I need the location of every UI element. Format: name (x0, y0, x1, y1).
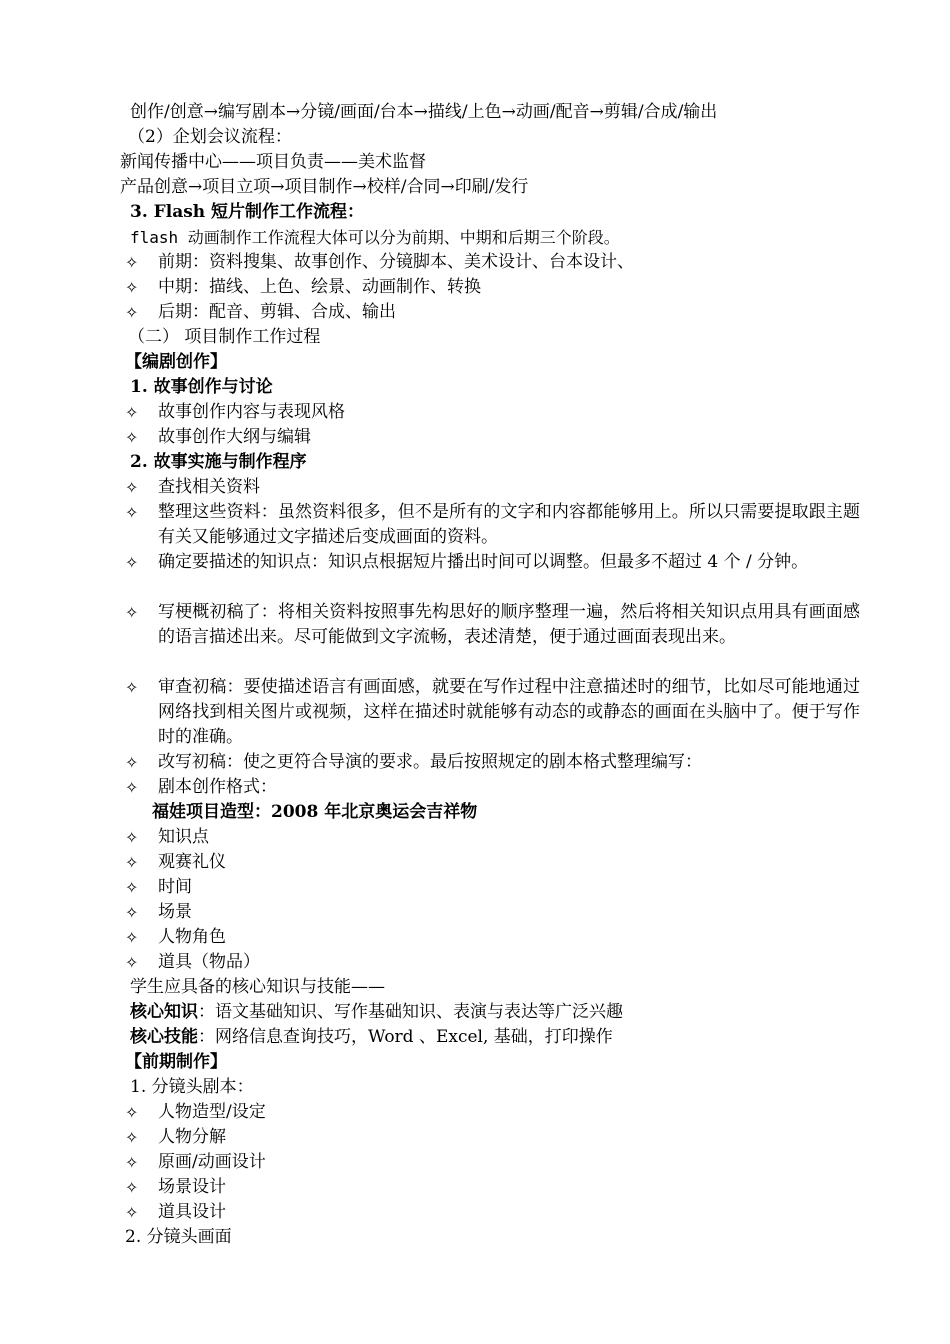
bullet-icon: ✧ (125, 878, 139, 897)
core-skills-text: ：网络信息查询技巧，Word 、Excel, 基础，打印操作 (198, 1027, 613, 1047)
list-item: 确定要描述的知识点：知识点根据短片播出时间可以调整。但最多不超过 4 个 / 分钟。 (158, 552, 809, 572)
list-item: 改写初稿：使之更符合导演的要求。最后按照规定的剧本格式整理编写： (158, 752, 702, 772)
core-knowledge-label: 核心知识 (130, 1002, 198, 1022)
core-skills-label: 核心技能 (130, 1027, 198, 1047)
subheading-story-creation: 1. 故事创作与讨论 (130, 377, 273, 397)
subheading-storyboard-script: 1. 分镜头剧本： (130, 1077, 254, 1097)
list-item-preproduction: 前期：资料搜集、故事创作、分镜脚本、美术设计、台本设计、 (158, 252, 634, 272)
bullet-icon: ✧ (125, 1103, 139, 1122)
bullet-icon: ✧ (125, 278, 139, 297)
list-item: 场景设计 (158, 1177, 226, 1197)
list-item: 故事创作大纲与编辑 (158, 427, 311, 447)
bullet-icon: ✧ (125, 903, 139, 922)
product-flow: 产品创意→项目立项→项目制作→校样/合同→印刷/发行 (120, 177, 529, 197)
section-heading-preproduction: 【前期制作】 (125, 1052, 227, 1072)
bullet-icon: ✧ (125, 428, 139, 447)
bullet-icon: ✧ (125, 928, 139, 947)
subheading-story-implementation: 2. 故事实施与制作程序 (130, 452, 307, 472)
bullet-icon: ✧ (125, 828, 139, 847)
bullet-icon: ✧ (125, 953, 139, 972)
subheading-storyboard-frames: 2. 分镜头画面 (125, 1227, 232, 1247)
section-heading-screenwriting: 【编剧创作】 (125, 352, 227, 372)
bullet-icon: ✧ (125, 1153, 139, 1172)
bullet-icon: ✧ (125, 1178, 139, 1197)
list-item: 剧本创作格式： (158, 777, 277, 797)
list-item: 时间 (158, 877, 192, 897)
list-item: 原画/动画设计 (158, 1152, 266, 1172)
bullet-icon: ✧ (125, 1128, 139, 1147)
planning-meeting-heading: （2）企划会议流程： (128, 127, 292, 147)
bullet-icon: ✧ (125, 853, 139, 872)
bullet-icon: ✧ (125, 753, 139, 772)
bullet-icon: ✧ (125, 778, 139, 797)
list-item: 知识点 (158, 827, 209, 847)
list-item: 人物角色 (158, 927, 226, 947)
core-knowledge-line (130, 1000, 623, 1025)
production-flow-line: 创作/创意→编写剧本→分镜/画面/台本→描线/上色→动画/配音→剪辑/合成/输出 (130, 102, 718, 122)
bullet-icon: ✧ (125, 253, 139, 272)
list-item: 观赛礼仪 (158, 852, 226, 872)
list-item: 人物造型/设定 (158, 1102, 266, 1122)
list-item: 道具（物品） (158, 952, 260, 972)
bullet-icon: ✧ (125, 678, 139, 697)
list-item: 道具设计 (158, 1202, 226, 1222)
bullet-icon: ✧ (125, 1203, 139, 1222)
news-center-flow: 新闻传播中心——项目负责——美术监督 (120, 152, 426, 172)
list-item-midproduction: 中期：描线、上色、绘景、动画制作、转换 (158, 277, 481, 297)
list-item: 写梗概初稿了：将相关资料按照事先构思好的顺序整理一遍，然后将相关知识点用具有画面感的语言描述出来。尽可能做到文字流畅，表述清楚，便于通过画面表现出来。 (158, 602, 860, 647)
core-skills-intro: 学生应具备的核心知识与技能—— (130, 977, 385, 997)
bullet-icon: ✧ (125, 403, 139, 422)
fuwa-project-heading: 福娃项目造型：2008 年北京奥运会吉祥物 (152, 802, 478, 822)
core-skills-line (130, 1025, 613, 1050)
list-item: 整理这些资料：虽然资料很多，但不是所有的文字和内容都能够用上。所以只需要提取跟主题有关又能够通过文字描述后变成画面的资料。 (158, 502, 860, 547)
list-item: 审查初稿：要使描述语言有画面感，就要在写作过程中注意描述时的细节，比如尽可能地通过网络找到相关图片或视频，这样在描述时就能够有动态的或静态的画面在头脑中了。便于写作时的准确。 (158, 677, 860, 747)
list-item: 人物分解 (158, 1127, 226, 1147)
bullet-icon: ✧ (125, 503, 139, 522)
bullet-icon: ✧ (125, 478, 139, 497)
bullet-icon: ✧ (125, 553, 139, 572)
flash-workflow-heading: 3. Flash 短片制作工作流程： (130, 202, 365, 222)
flash-workflow-intro: flash 动画制作工作流程大体可以分为前期、中期和后期三个阶段。 (130, 228, 620, 247)
list-item-postproduction: 后期：配音、剪辑、合成、输出 (158, 302, 396, 322)
bullet-icon: ✧ (125, 303, 139, 322)
list-item: 场景 (158, 902, 192, 922)
list-item: 故事创作内容与表现风格 (158, 402, 345, 422)
section-heading-project-process: （二） 项目制作工作过程 (128, 327, 321, 347)
bullet-icon: ✧ (125, 603, 139, 622)
list-item: 查找相关资料 (158, 477, 260, 497)
core-knowledge-text: ：语文基础知识、写作基础知识、表演与表达等广泛兴趣 (198, 1002, 623, 1022)
